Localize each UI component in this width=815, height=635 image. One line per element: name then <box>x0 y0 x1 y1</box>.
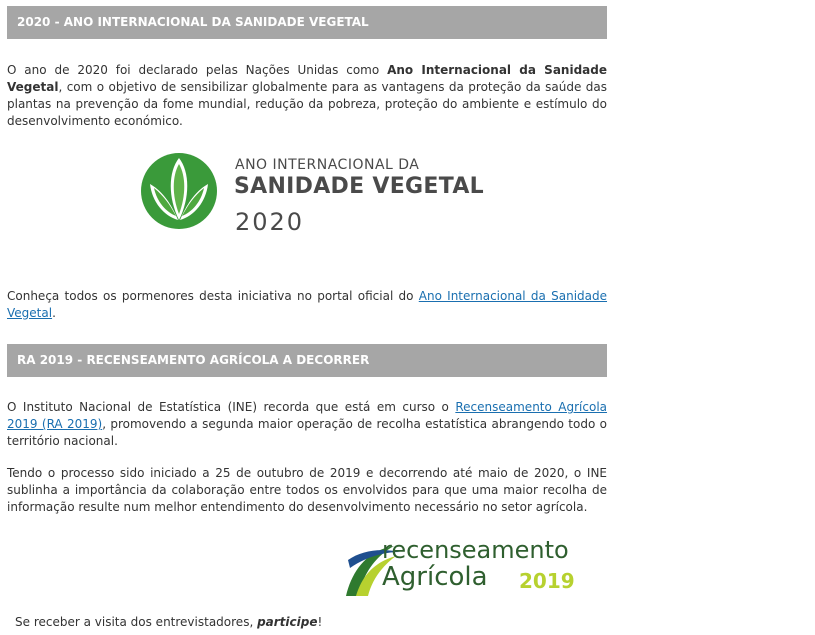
recenseamento-logo <box>7 532 607 602</box>
more-info-paragraph <box>7 288 607 322</box>
more-text-start: Conheça todos os pormenores desta iniciativa no portal oficial do <box>7 289 419 303</box>
sanidade-portal-link[interactable]: Ano Internacional da Sanidade Vegetal <box>7 289 608 320</box>
more-text-end: . <box>52 306 56 320</box>
intro-text-end: , com o objetivo de sensibilizar globalmente para as vantagens da proteção da saúde das plantas na prevenção da fome mundial, redução da pobreza, proteção do ambiente e estímulo do desenvolvimento económico. <box>7 80 607 128</box>
ra-intro-paragraph <box>7 399 607 450</box>
ra-process-paragraph: Tendo o processo sido iniciado a 25 de outubro de 2019 e decorrendo até maio de 2020, o INE sublinha a importância da colaboração entre todos os envolvidos para que uma maior recolha de informação resulte num melhor entendimento do desenvolvimento necessário no setor agrícola. <box>7 466 607 514</box>
ra-text-end: , promovendo a segunda maior operação de recolha estatística abrangendo todo o território nacional. <box>7 417 607 448</box>
logo-line2: SANIDADE VEGETAL <box>234 174 484 199</box>
leaves-icon <box>138 150 220 232</box>
logo-recenseamento-text: recenseamento <box>382 536 569 564</box>
newsletter-content <box>7 6 607 631</box>
logo-2019-text: 2019 <box>519 569 575 593</box>
section-header-sanidade: 2020 - ANO INTERNACIONAL DA SANIDADE VEGETAL <box>7 6 607 39</box>
intro-bold-text: Ano Internacional da Sanidade Vegetal <box>7 63 607 94</box>
ra-text-start: O Instituto Nacional de Estatística (INE) recorda que está em curso o <box>7 400 456 414</box>
sanidade-vegetal-logo <box>7 150 607 260</box>
intro-text-start: O ano de 2020 foi declarado pelas Nações Unidas como <box>7 63 388 77</box>
closing-text-start: Se receber a visita dos entrevistadores, <box>15 615 258 629</box>
ra2019-link[interactable]: Recenseamento Agrícola 2019 (RA 2019) <box>7 400 608 431</box>
logo-agricola-text: Agrícola <box>382 562 488 592</box>
closing-text-end: ! <box>317 615 323 629</box>
closing-bold-text: participe <box>257 615 318 629</box>
closing-paragraph <box>7 614 607 631</box>
section-header-ra2019: RA 2019 - RECENSEAMENTO AGRÍCOLA A DECORRER <box>7 344 607 377</box>
intro-paragraph <box>7 62 607 130</box>
logo-line1: ANO INTERNACIONAL DA <box>235 157 420 173</box>
logo-year: 2020 <box>235 208 305 236</box>
